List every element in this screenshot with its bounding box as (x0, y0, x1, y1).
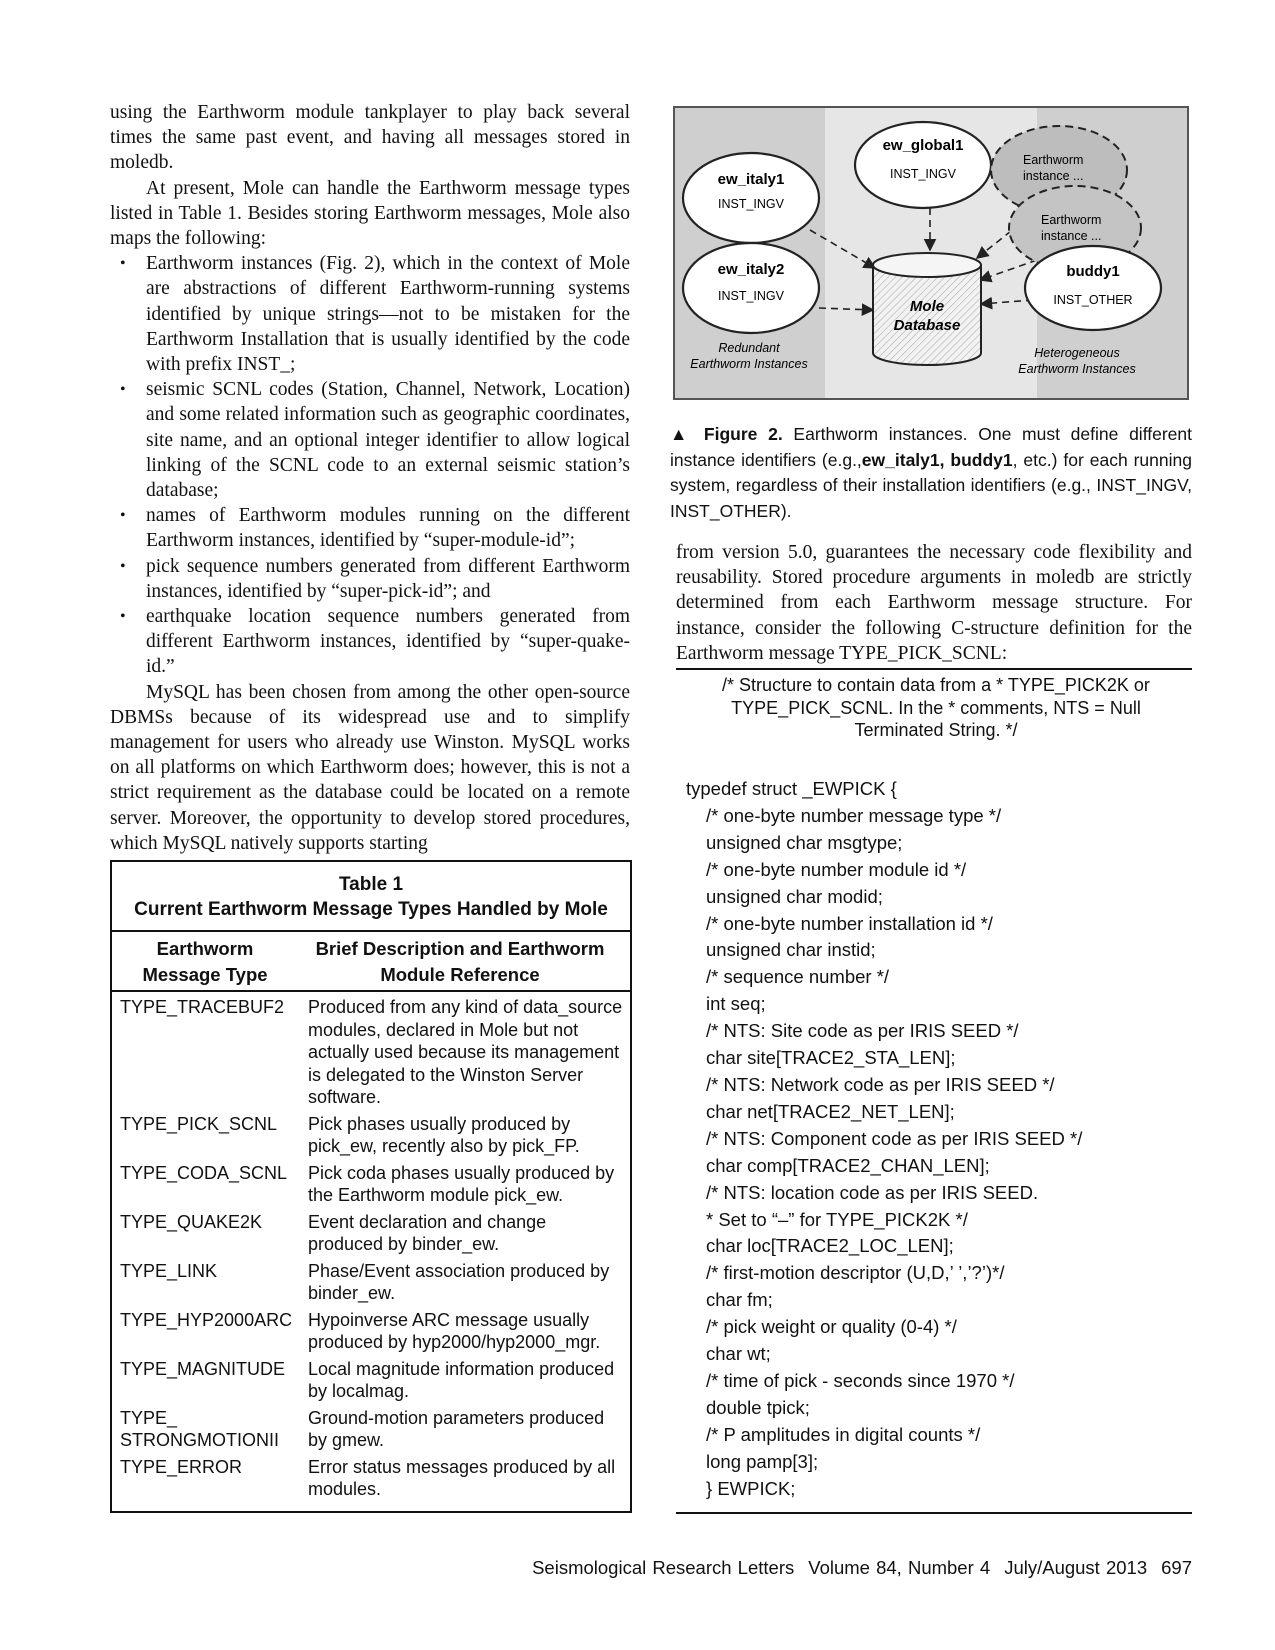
node-inst: INST_INGV (718, 289, 784, 303)
node-buddy1 (1025, 246, 1161, 330)
header-line: Message Type (142, 964, 268, 985)
message-type: TYPE_ERROR (120, 1456, 243, 1477)
code-box-top-rule (676, 668, 1192, 670)
list-item: • earthquake location sequence numbers generated from different Earthworm instances, identified by “super-quake-id.” (110, 604, 630, 680)
node-name: Earthworm (1041, 213, 1102, 227)
comment-line: TYPE_PICK_SCNL. In the * comments, NTS = Null (731, 697, 1141, 718)
header-line: Earthworm (156, 938, 254, 959)
node-inst: instance ... (1023, 169, 1084, 183)
node-name: buddy1 (1066, 263, 1120, 280)
header-line: Module Reference (380, 964, 540, 985)
node-name: Earthworm (1023, 153, 1084, 167)
column-header-description (298, 936, 630, 988)
code-line: /* sequence number */ (706, 966, 890, 988)
comment-line: Terminated String. */ (854, 720, 1018, 740)
code-line: char loc[TRACE2_LOC_LEN]; (706, 1235, 954, 1257)
code-line: typedef struct _EWPICK { (686, 778, 897, 799)
node-name: ew_global1 (882, 137, 964, 154)
node-ew-italy2 (683, 243, 819, 333)
code-line: /* one-byte number message type */ (706, 804, 1002, 826)
mole-database-cylinder (873, 253, 981, 365)
table-row (112, 1309, 630, 1354)
code-line: /* first-motion descriptor (U,D,’ ’,’?’)*/ (706, 1262, 1005, 1284)
message-type: TYPE_PICK_SCNL (120, 1113, 278, 1134)
paragraph: At present, Mole can handle the Earthworm message types listed in Table 1. Besides storing Earthworm messages, Mole also maps the following: (110, 177, 630, 250)
code-line: char net[TRACE2_NET_LEN]; (706, 1100, 955, 1122)
table-row (112, 1407, 630, 1452)
message-description: Ground-motion parameters produced by gmew. (308, 1407, 605, 1450)
page-number: 697 (1161, 1557, 1192, 1578)
node-inst: INST_OTHER (1053, 293, 1133, 307)
table-row (112, 1260, 630, 1305)
journal-name: Seismological Research Letters (532, 1557, 795, 1578)
message-description: Event declaration and change produced by binder_ew. (308, 1211, 547, 1254)
code-line: /* pick weight or quality (0-4) */ (706, 1316, 957, 1338)
comment-line: /* Structure to contain data from a * TYPE_PICK2K or (722, 675, 1150, 695)
journal-date: July/August 2013 (1004, 1557, 1148, 1578)
left-column-text (110, 100, 630, 856)
node-ew-global1 (855, 122, 991, 208)
code-box-bottom-rule (676, 1512, 1192, 1514)
heterogeneous-label-line1: Heterogeneous (1034, 346, 1120, 360)
column-header-type (112, 936, 298, 988)
code-line: /* NTS: Network code as per IRIS SEED */ (706, 1073, 1055, 1095)
node-inst: INST_INGV (890, 167, 956, 181)
list-item: • names of Earthworm modules running on the different Earthworm instances, identified by “super-module-id”; (110, 503, 630, 553)
code-line: char wt; (706, 1343, 771, 1365)
table-number: Table 1 (338, 874, 404, 895)
code-line: /* P amplitudes in digital counts */ (706, 1423, 981, 1445)
node-ew-italy1 (683, 153, 819, 243)
message-description: Phase/Event association produced by binder_ew. (308, 1260, 610, 1303)
table-title: Current Earthworm Message Types Handled by Mole (134, 899, 608, 920)
node-inst: instance ... (1041, 229, 1102, 243)
redundant-label-line2: Earthworm Instances (690, 357, 808, 371)
node-inst: INST_INGV (718, 197, 784, 211)
code-line: /* NTS: Component code as per IRIS SEED */ (706, 1127, 1083, 1149)
table-row (112, 1456, 630, 1501)
code-block (686, 776, 1186, 1502)
message-type: TYPE_MAGNITUDE (120, 1358, 286, 1379)
message-description: Produced from any kind of data_source modules, declared in Mole but not actually used because its management is delegated to the Winston Server software. (308, 997, 623, 1107)
caption-text: , etc.) for each running system, regardless of their installation identifiers (e.g., INST_INGV, INST_OTHER). (670, 449, 1192, 521)
message-description: Local magnitude information produced by localmag. (308, 1358, 615, 1401)
message-description: Hypoinverse ARC message usually produced by hyp2000/hyp2000_mgr. (308, 1309, 601, 1352)
code-line: double tpick; (706, 1396, 810, 1418)
code-line: /* time of pick - seconds since 1970 */ (706, 1369, 1015, 1391)
bullet-list (110, 251, 630, 679)
message-description: Error status messages produced by all modules. (308, 1456, 616, 1499)
table-body (112, 992, 630, 1501)
figure-2-diagram (673, 106, 1189, 400)
message-type: TYPE_CODA_SCNL (120, 1162, 288, 1183)
code-line: char fm; (706, 1289, 773, 1311)
list-item: • seismic SCNL codes (Station, Channel, Network, Location) and some related information such as geographic coordinates, site name, and an optional integer identifier to allow logical linking of the SCNL code to an external seismic station’s database; (110, 377, 630, 503)
database-label-line1: Mole (909, 298, 945, 315)
table-row (112, 996, 630, 1109)
code-line: char comp[TRACE2_CHAN_LEN]; (706, 1154, 990, 1176)
code-line: /* one-byte number installation id */ (706, 912, 993, 934)
caption-bold-id: buddy1 (950, 449, 1013, 470)
paragraph: MySQL has been chosen from among the other open-source DBMSs because of its widespread use and to simplify management for users who already use Winston. MySQL works on all platforms on which Earthworm does; however, this is not a strict requirement as the database could be located on a remote server. Moreover, the opportunity to develop stored procedures, which MySQL natively supports starting (110, 681, 630, 854)
redundant-label-line1: Redundant (718, 341, 780, 355)
list-item: • pick sequence numbers generated from different Earthworm instances, identified by “super-pick-id”; and (110, 554, 630, 604)
list-item: • Earthworm instances (Fig. 2), which in the context of Mole are abstractions of different Earthworm-running systems identified by unique strings—not to be mistaken for the Earthworm Installation that is usually identified by the code with prefix INST_; (110, 251, 630, 377)
table-row (112, 1358, 630, 1403)
table-header-row (112, 932, 630, 990)
diagram-svg (675, 108, 1187, 398)
message-type: TYPE_QUAKE2K (120, 1211, 263, 1232)
table-heading (112, 862, 630, 930)
figure-label: Figure 2. (703, 424, 783, 444)
code-line: /* NTS: Site code as per IRIS SEED */ (706, 1020, 1019, 1042)
code-line: * Set to “–” for TYPE_PICK2K */ (706, 1208, 968, 1230)
journal-volume: Volume 84, Number 4 (808, 1557, 991, 1578)
table-1 (110, 860, 632, 1513)
message-type: TYPE_HYP2000ARC (120, 1309, 293, 1330)
code-line: } EWPICK; (706, 1477, 796, 1499)
caption-text: Earthworm instances. One must define different instance identifiers (e.g., (670, 424, 1192, 470)
code-line: char site[TRACE2_STA_LEN]; (706, 1047, 956, 1069)
table-row (112, 1162, 630, 1207)
header-line: Brief Description and Earthworm (315, 938, 605, 959)
figure-caption (670, 422, 1192, 524)
message-type: TYPE_LINK (120, 1260, 218, 1281)
code-line: unsigned char instid; (706, 939, 876, 961)
code-line: long pamp[3]; (706, 1450, 819, 1472)
message-type: TYPE_ STRONGMOTIONII (120, 1407, 279, 1450)
code-line: int seq; (706, 993, 766, 1015)
node-name: ew_italy2 (717, 261, 785, 278)
code-line: /* NTS: location code as per IRIS SEED. (706, 1181, 1039, 1203)
code-line: unsigned char msgtype; (706, 831, 903, 853)
message-type: TYPE_TRACEBUF2 (120, 997, 285, 1017)
code-line: /* one-byte number module id */ (706, 858, 967, 880)
paragraph: using the Earthworm module tankplayer to play back several times the same past event, and having all messages stored in moledb. (110, 102, 630, 174)
heterogeneous-label-line2: Earthworm Instances (1018, 362, 1136, 376)
right-column-text: from version 5.0, guarantees the necessary code flexibility and reusability. Stored procedure arguments in moledb are strictly determined from each Earthworm message structure. For instance, consider the following C-structure definition for the Earthworm message TYPE_PICK_SCNL: (676, 542, 1192, 664)
caption-bold-id: ew_italy1, (861, 449, 945, 470)
message-description: Pick coda phases usually produced by the Earthworm module pick_ew. (308, 1162, 615, 1205)
node-name: ew_italy1 (717, 171, 785, 188)
table-row (112, 1113, 630, 1158)
page-footer (500, 1557, 1192, 1579)
message-description: Pick phases usually produced by pick_ew, recently also by pick_FP. (308, 1113, 580, 1156)
code-header-comment (686, 674, 1186, 742)
database-label-line2: Database (893, 317, 961, 334)
triangle-icon: ▲ (670, 424, 694, 444)
table-row (112, 1211, 630, 1256)
code-line: unsigned char modid; (706, 885, 883, 907)
